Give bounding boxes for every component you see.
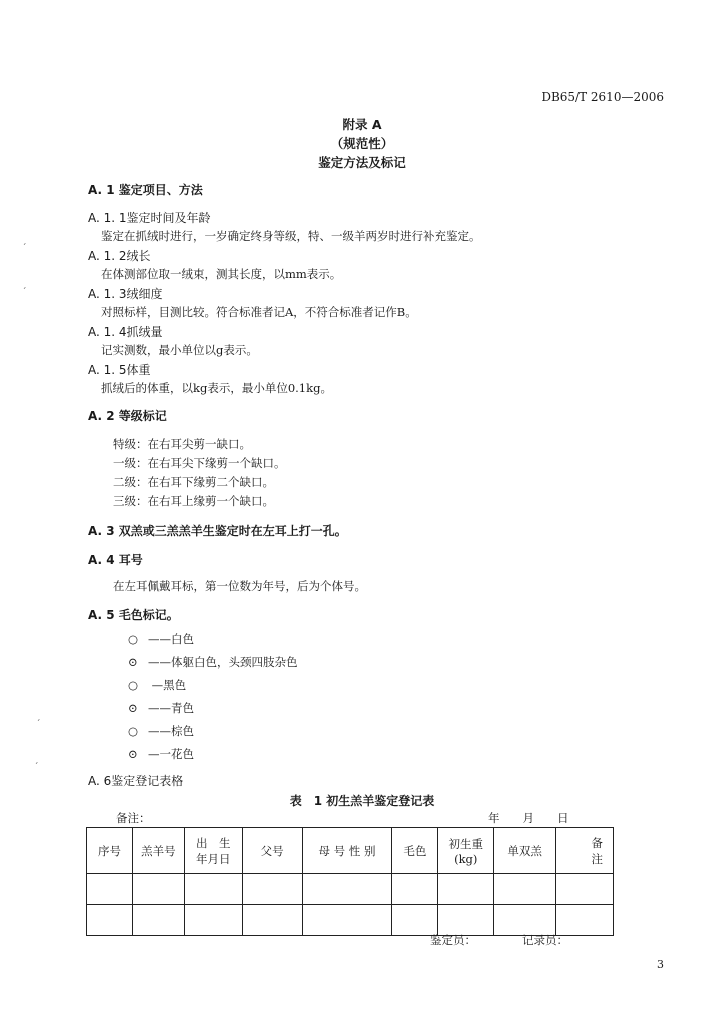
margin-mark: ˊ [22, 244, 27, 254]
circle-icon: ○ [128, 678, 139, 692]
section-a1-heading: A. 1 鉴定项目、方法 [88, 183, 203, 197]
section-a14-text: 记实测数，最小单位以g表示。 [101, 343, 258, 357]
dotted-circle-icon: ⊙ [128, 747, 138, 761]
grade-item: 二级：在右耳下缘剪二个缺口。 [113, 475, 274, 489]
dotted-circle-icon: ⊙ [128, 655, 138, 669]
table-row [87, 874, 614, 905]
column-header: 单双羔 [494, 828, 556, 874]
grade-item: 三级：在右耳上缘剪一个缺口。 [113, 494, 274, 508]
column-header: 羔羊号 [132, 828, 184, 874]
dotted-circle-icon: ⊙ [128, 701, 138, 715]
column-header: 出 生 年月日 [184, 828, 242, 874]
table-note-label: 备注： [116, 811, 151, 825]
grade-item: 一级：在右耳尖下缘剪一个缺口。 [113, 456, 286, 470]
section-a13-heading: A. 1. 3绒细度 [88, 287, 163, 301]
circle-icon: ○ [128, 632, 139, 646]
recorder-label: 记录员： [522, 933, 568, 947]
section-a4-heading: A. 4 耳号 [88, 553, 143, 567]
section-a12-text: 在体测部位取一绒束，测其长度，以mm表示。 [101, 267, 342, 281]
column-header: 母 号 性 别 [302, 828, 392, 874]
color-mark-item: ○ —黑色 [128, 678, 187, 692]
grade-item: 特级：在右耳尖剪一缺口。 [113, 437, 251, 451]
registration-table [86, 827, 614, 936]
table-header-row [87, 828, 614, 874]
section-a15-heading: A. 1. 5体重 [88, 363, 151, 377]
color-mark-item: ○ ——棕色 [128, 724, 194, 738]
section-a12-heading: A. 1. 2绒长 [88, 249, 151, 263]
section-a14-heading: A. 1. 4抓绒量 [88, 325, 163, 339]
section-a5-heading: A. 5 毛色标记。 [88, 608, 179, 622]
color-mark-item: ⊙ ——青色 [128, 701, 194, 715]
column-header: 毛色 [392, 828, 438, 874]
margin-mark: ˊ [22, 288, 27, 298]
section-a3-heading: A. 3 双羔或三羔羔羊生鉴定时在左耳上打一孔。 [88, 524, 347, 538]
appraiser-label: 鉴定员： [430, 933, 476, 947]
circle-icon: ○ [128, 724, 139, 738]
section-a11-heading: A. 1. 1鉴定时间及年龄 [88, 211, 211, 225]
section-a11-text: 鉴定在抓绒时进行，一岁确定终身等级，特、一级羊两岁时进行补充鉴定。 [101, 229, 481, 243]
column-header: 备 注 [556, 828, 614, 874]
appendix-type: （规范性） [330, 136, 394, 151]
table-date-label: 年 月 日 [488, 811, 569, 825]
section-a6-heading: A. 6鉴定登记表格 [88, 774, 184, 788]
section-a15-text: 抓绒后的体重，以kg表示，最小单位0.1kg。 [101, 381, 332, 395]
appendix-subtitle: 鉴定方法及标记 [318, 155, 406, 170]
page-number: 3 [657, 958, 664, 971]
color-mark-item: ⊙ —一花色 [128, 747, 194, 761]
column-header: 初生重 (kg) [438, 828, 494, 874]
color-mark-item: ○ ——白色 [128, 632, 194, 646]
appendix-title: 附录 A [342, 117, 382, 132]
margin-mark: ˊ [36, 720, 41, 730]
section-a4-text: 在左耳佩戴耳标，第一位数为年号，后为个体号。 [113, 579, 366, 593]
column-header: 序号 [87, 828, 133, 874]
section-a2-heading: A. 2 等级标记 [88, 409, 167, 423]
table-caption: 表 1 初生羔羊鉴定登记表 [289, 794, 435, 808]
color-mark-item: ⊙ ——体躯白色，头颈四肢杂色 [128, 655, 298, 669]
column-header: 父号 [242, 828, 302, 874]
standard-number: DB65/T 2610—2006 [541, 90, 664, 104]
margin-mark: ˊ [34, 763, 39, 773]
section-a13-text: 对照标样，目测比较。符合标准者记A，不符合标准者记作B。 [101, 305, 417, 319]
table-row [87, 905, 614, 936]
